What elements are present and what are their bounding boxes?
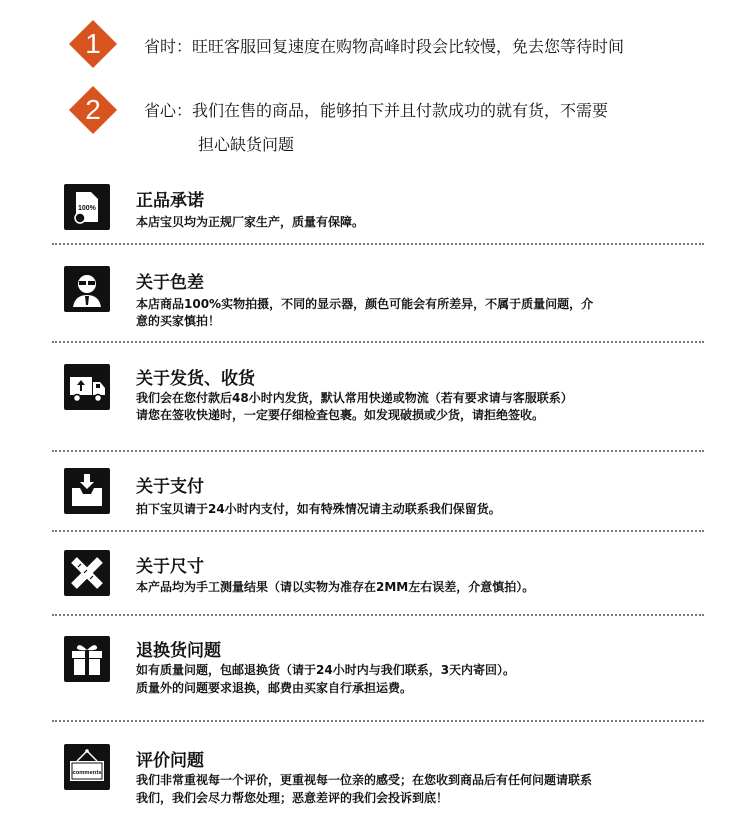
- divider: [52, 450, 704, 452]
- promise-2: [0, 84, 750, 156]
- section-authentic: [0, 180, 750, 244]
- section-color-difference: [0, 262, 750, 342]
- comments-sign-icon: [64, 744, 110, 790]
- section-text: 本店宝贝均为正规厂家生产，质量有保障。: [136, 215, 365, 229]
- section-title: 退换货问题: [136, 641, 221, 661]
- promise-text-continued: 担心缺货问题: [198, 135, 295, 154]
- section-shipping: [0, 358, 750, 448]
- gift-box-icon: [64, 636, 110, 682]
- comments-sign-label: comments: [72, 770, 102, 776]
- section-returns: [0, 632, 750, 722]
- divider: [52, 243, 704, 245]
- delivery-truck-icon: [64, 364, 110, 410]
- certificate-label: 100%: [78, 205, 96, 212]
- section-text: 本产品均为手工测量结果（请以实物为准存在2MM左右误差，介意慎拍）。: [136, 580, 535, 594]
- ruler-cross-icon: [64, 550, 110, 596]
- section-text: 本店商品100%实物拍摄，不同的显示器，颜色可能会有所差异，不属于质量问题，介: [136, 297, 594, 311]
- section-text: 拍下宝贝请于24小时内支付，如有特殊情况请主动联系我们保留货。: [136, 502, 501, 516]
- divider: [52, 720, 704, 722]
- divider: [52, 341, 704, 343]
- section-text-continued: 请您在签收快递时，一定要仔细检查包裹。如发现破损或少货，请拒绝签收。: [136, 408, 545, 422]
- section-size: [0, 548, 750, 614]
- section-reviews: [0, 740, 750, 820]
- section-title: 关于支付: [136, 477, 204, 497]
- promise-number: 1: [85, 28, 101, 59]
- section-title: 关于尺寸: [136, 557, 204, 577]
- user-sunglasses-icon: [64, 266, 110, 312]
- section-text: 我们会在您付款后48小时内发货，默认常用快递或物流（若有要求请与客服联系）: [136, 391, 573, 405]
- section-text: 如有质量问题，包邮退换货（请于24小时内与我们联系，3天内寄回）。: [136, 663, 516, 677]
- section-title: 正品承诺: [136, 191, 204, 211]
- promise-text: 省时：旺旺客服回复速度在购物高峰时段会比较慢，免去您等待时间: [144, 37, 625, 56]
- section-title: 评价问题: [136, 751, 204, 771]
- section-title: 关于发货、收货: [136, 369, 255, 389]
- divider: [52, 530, 704, 532]
- promise-text: 省心：我们在售的商品，能够拍下并且付款成功的就有货，不需要: [144, 101, 609, 120]
- promise-1: [0, 18, 750, 70]
- inbox-download-icon: [64, 468, 110, 514]
- section-payment: [0, 466, 750, 530]
- promise-number: 2: [85, 94, 101, 125]
- divider: [52, 614, 704, 616]
- certificate-100-icon: [64, 184, 110, 230]
- section-text: 我们非常重视每一个评价，更重视每一位亲的感受；在您收到商品后有任何问题请联系: [136, 773, 593, 787]
- section-text-continued: 意的买家慎拍！: [136, 314, 221, 328]
- section-text-continued: 质量外的问题要求退换，邮费由买家自行承担运费。: [136, 681, 413, 695]
- section-title: 关于色差: [136, 273, 204, 293]
- section-text-continued: 我们，我们会尽力帮您处理；恶意差评的我们会投诉到底！: [136, 791, 449, 805]
